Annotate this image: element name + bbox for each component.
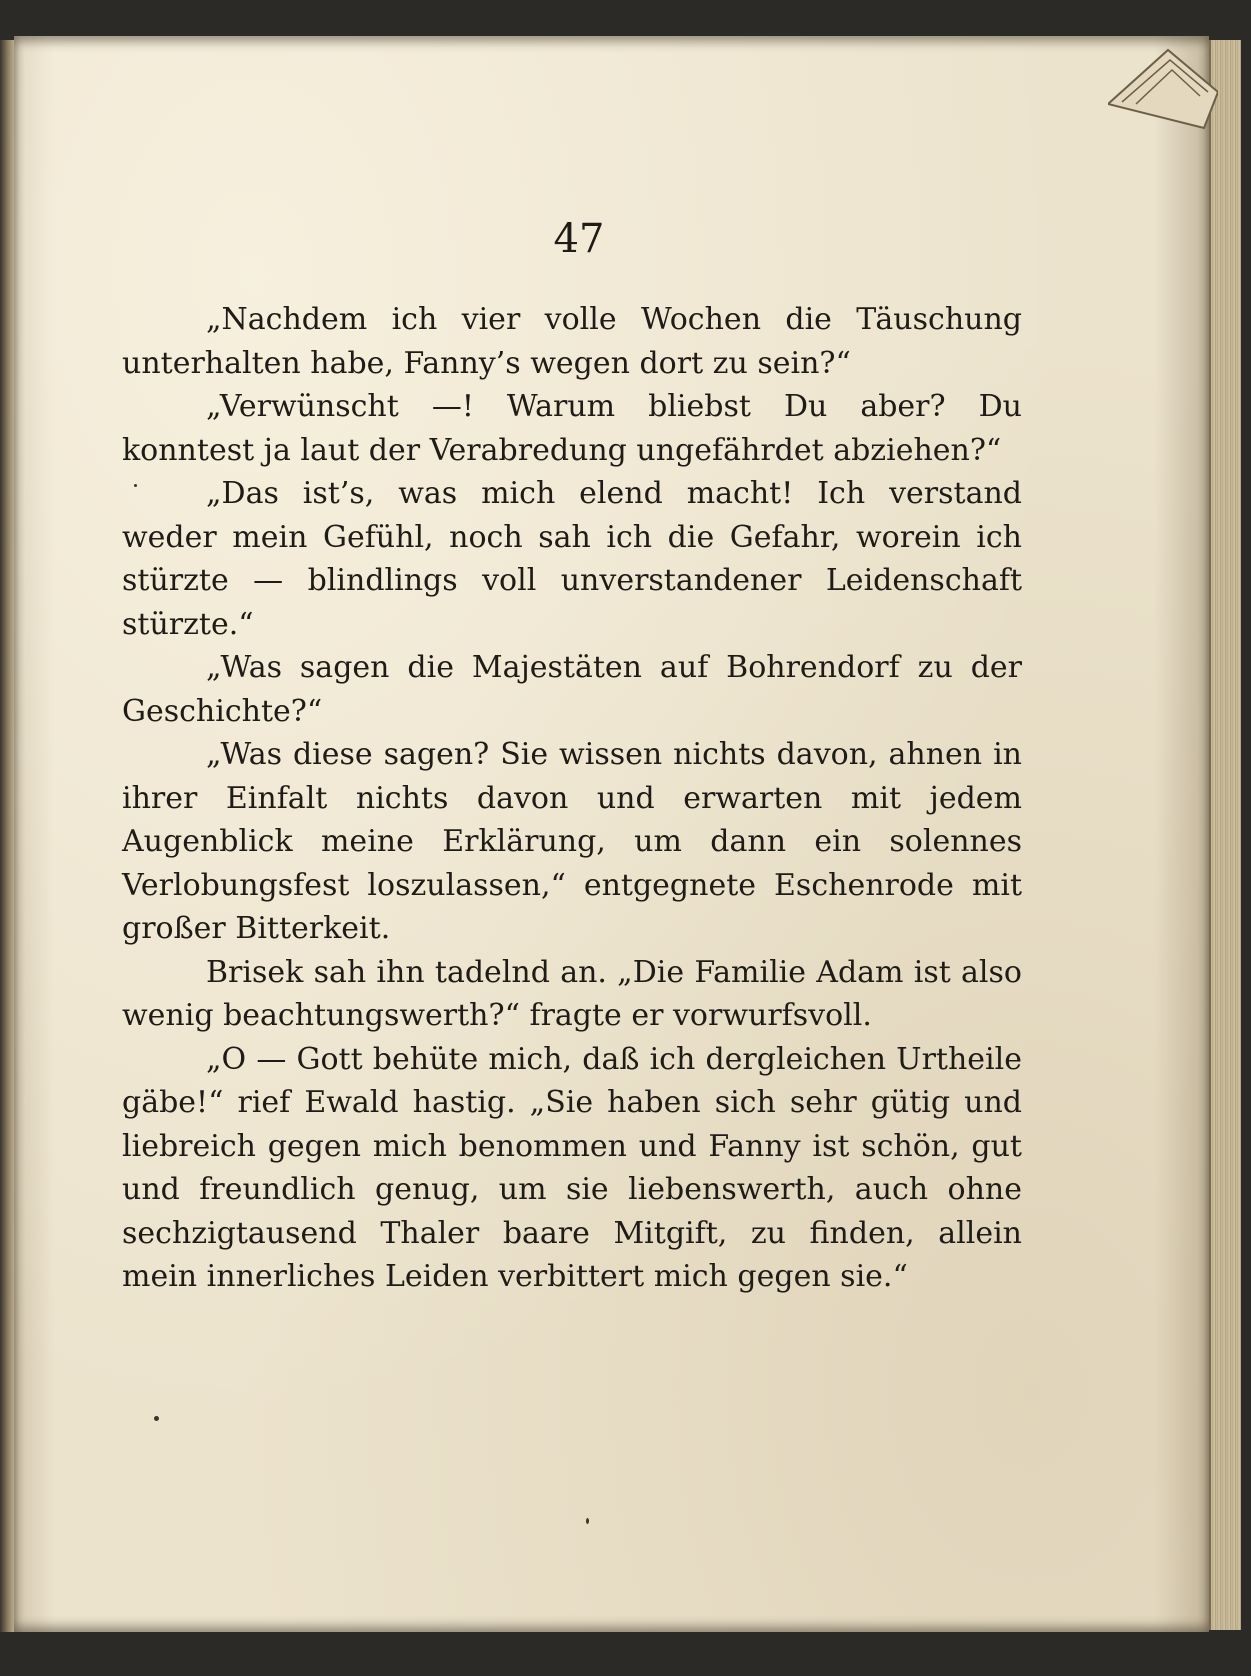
paragraph-7: „O — Gott behüte mich, daß ich dergleichen Urtheile gäbe!“ rief Ewald hastig. „Sie haben sich sehr gütig und liebreich gegen mich benommen und Fanny ist schön, gut und freundlich genug, um sie liebenswerth, auch ohne sechzigtausend Thaler baare Mitgift, zu finden, allein mein innerliches Leiden verbittert mich gegen sie.“ [122, 1041, 1022, 1294]
body-text [122, 298, 1022, 1299]
page-edges [1209, 40, 1241, 1630]
paragraph-3: „Das ist’s, was mich elend macht! Ich verstand weder mein Gefühl, noch sah ich die Gefahr, worein ich stürzte — blindlings voll unverstandener Leidenschaft stürzte.“ [122, 476, 1022, 642]
page-number: 47 [553, 216, 605, 262]
ink-speck [586, 1518, 589, 1524]
book-page [14, 36, 1209, 1632]
paragraph-5: „Was diese sagen? Sie wissen nichts davon, ahnen in ihrer Einfalt nichts davon und erwarten mit jedem Augenblick meine Erklärung, um dann ein solennes Verlobungsfest loszulassen,“ entgegnete Eschenrode mit großer Bitterkeit. [122, 737, 1022, 946]
paragraph-6: Brisek sah ihn tadelnd an. „Die Familie Adam ist also wenig beachtungswerth?“ fragte er vorwurfsvoll. [122, 954, 1022, 1033]
paragraph-4: „Was sagen die Majestäten auf Bohrendorf zu der Geschichte?“ [122, 650, 1022, 729]
dog-ear-corner-icon [1108, 46, 1218, 136]
paragraph-1: „Nachdem ich vier volle Wochen die Täuschung unterhalten habe, Fanny’s wegen dort zu sein?“ [122, 302, 1022, 381]
paragraph-2: „Verwünscht —! Warum bliebst Du aber? Du konntest ja laut der Verabredung ungefährdet abziehen?“ [122, 389, 1022, 468]
ink-speck [154, 1416, 159, 1421]
ink-speck [134, 484, 137, 487]
